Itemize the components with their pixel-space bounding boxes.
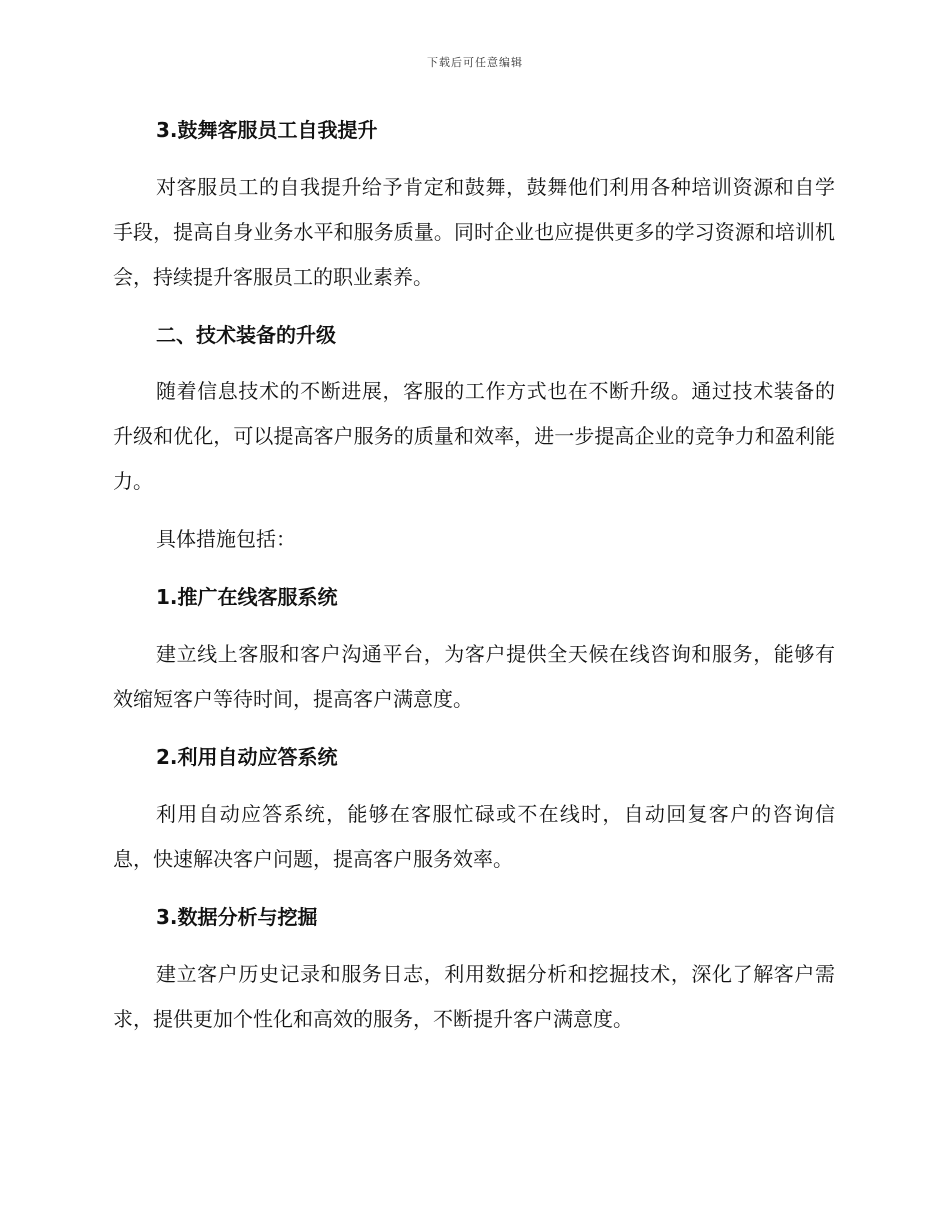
paragraph-self-improve: 对客服员工的自我提升给予肯定和鼓舞，鼓舞他们利用各种培训资源和自学手段，提高自身业务水平和服务质量。同时企业也应提供更多的学习资源和培训机会，持续提升客服员工的职业素养。 xyxy=(113,175,835,289)
paragraph-tech-upgrade: 随着信息技术的不断进展，客服的工作方式也在不断升级。通过技术装备的升级和优化，可以提高客户服务的质量和效率，进一步提高企业的竞争力和盈利能力。 xyxy=(113,379,835,493)
section-heading-tech-upgrade: 二、技术装备的升级 xyxy=(156,323,336,347)
paragraph-online-service: 建立线上客服和客户沟通平台，为客户提供全天候在线咨询和服务，能够有效缩短客户等待时间，提高客户满意度。 xyxy=(113,642,835,711)
document-body xyxy=(113,110,835,1042)
paragraph-auto-reply: 利用自动应答系统，能够在客服忙碌或不在线时，自动回复客户的咨询信息，快速解决客户问题，提高客户服务效率。 xyxy=(113,802,835,871)
section-heading-data-analysis: 3.数据分析与挖掘 xyxy=(156,905,318,929)
section-heading-auto-reply: 2.利用自动应答系统 xyxy=(156,745,338,769)
section-heading-online-service: 1.推广在线客服系统 xyxy=(156,585,338,609)
measures-intro: 具体措施包括： xyxy=(156,527,296,551)
section-heading-self-improve: 3.鼓舞客服员工自我提升 xyxy=(156,118,378,142)
header-note: 下载后可任意编辑 xyxy=(427,56,523,69)
paragraph-data-analysis: 建立客户历史记录和服务日志，利用数据分析和挖掘技术，深化了解客户需求，提供更加个性化和高效的服务，不断提升客户满意度。 xyxy=(113,962,835,1031)
